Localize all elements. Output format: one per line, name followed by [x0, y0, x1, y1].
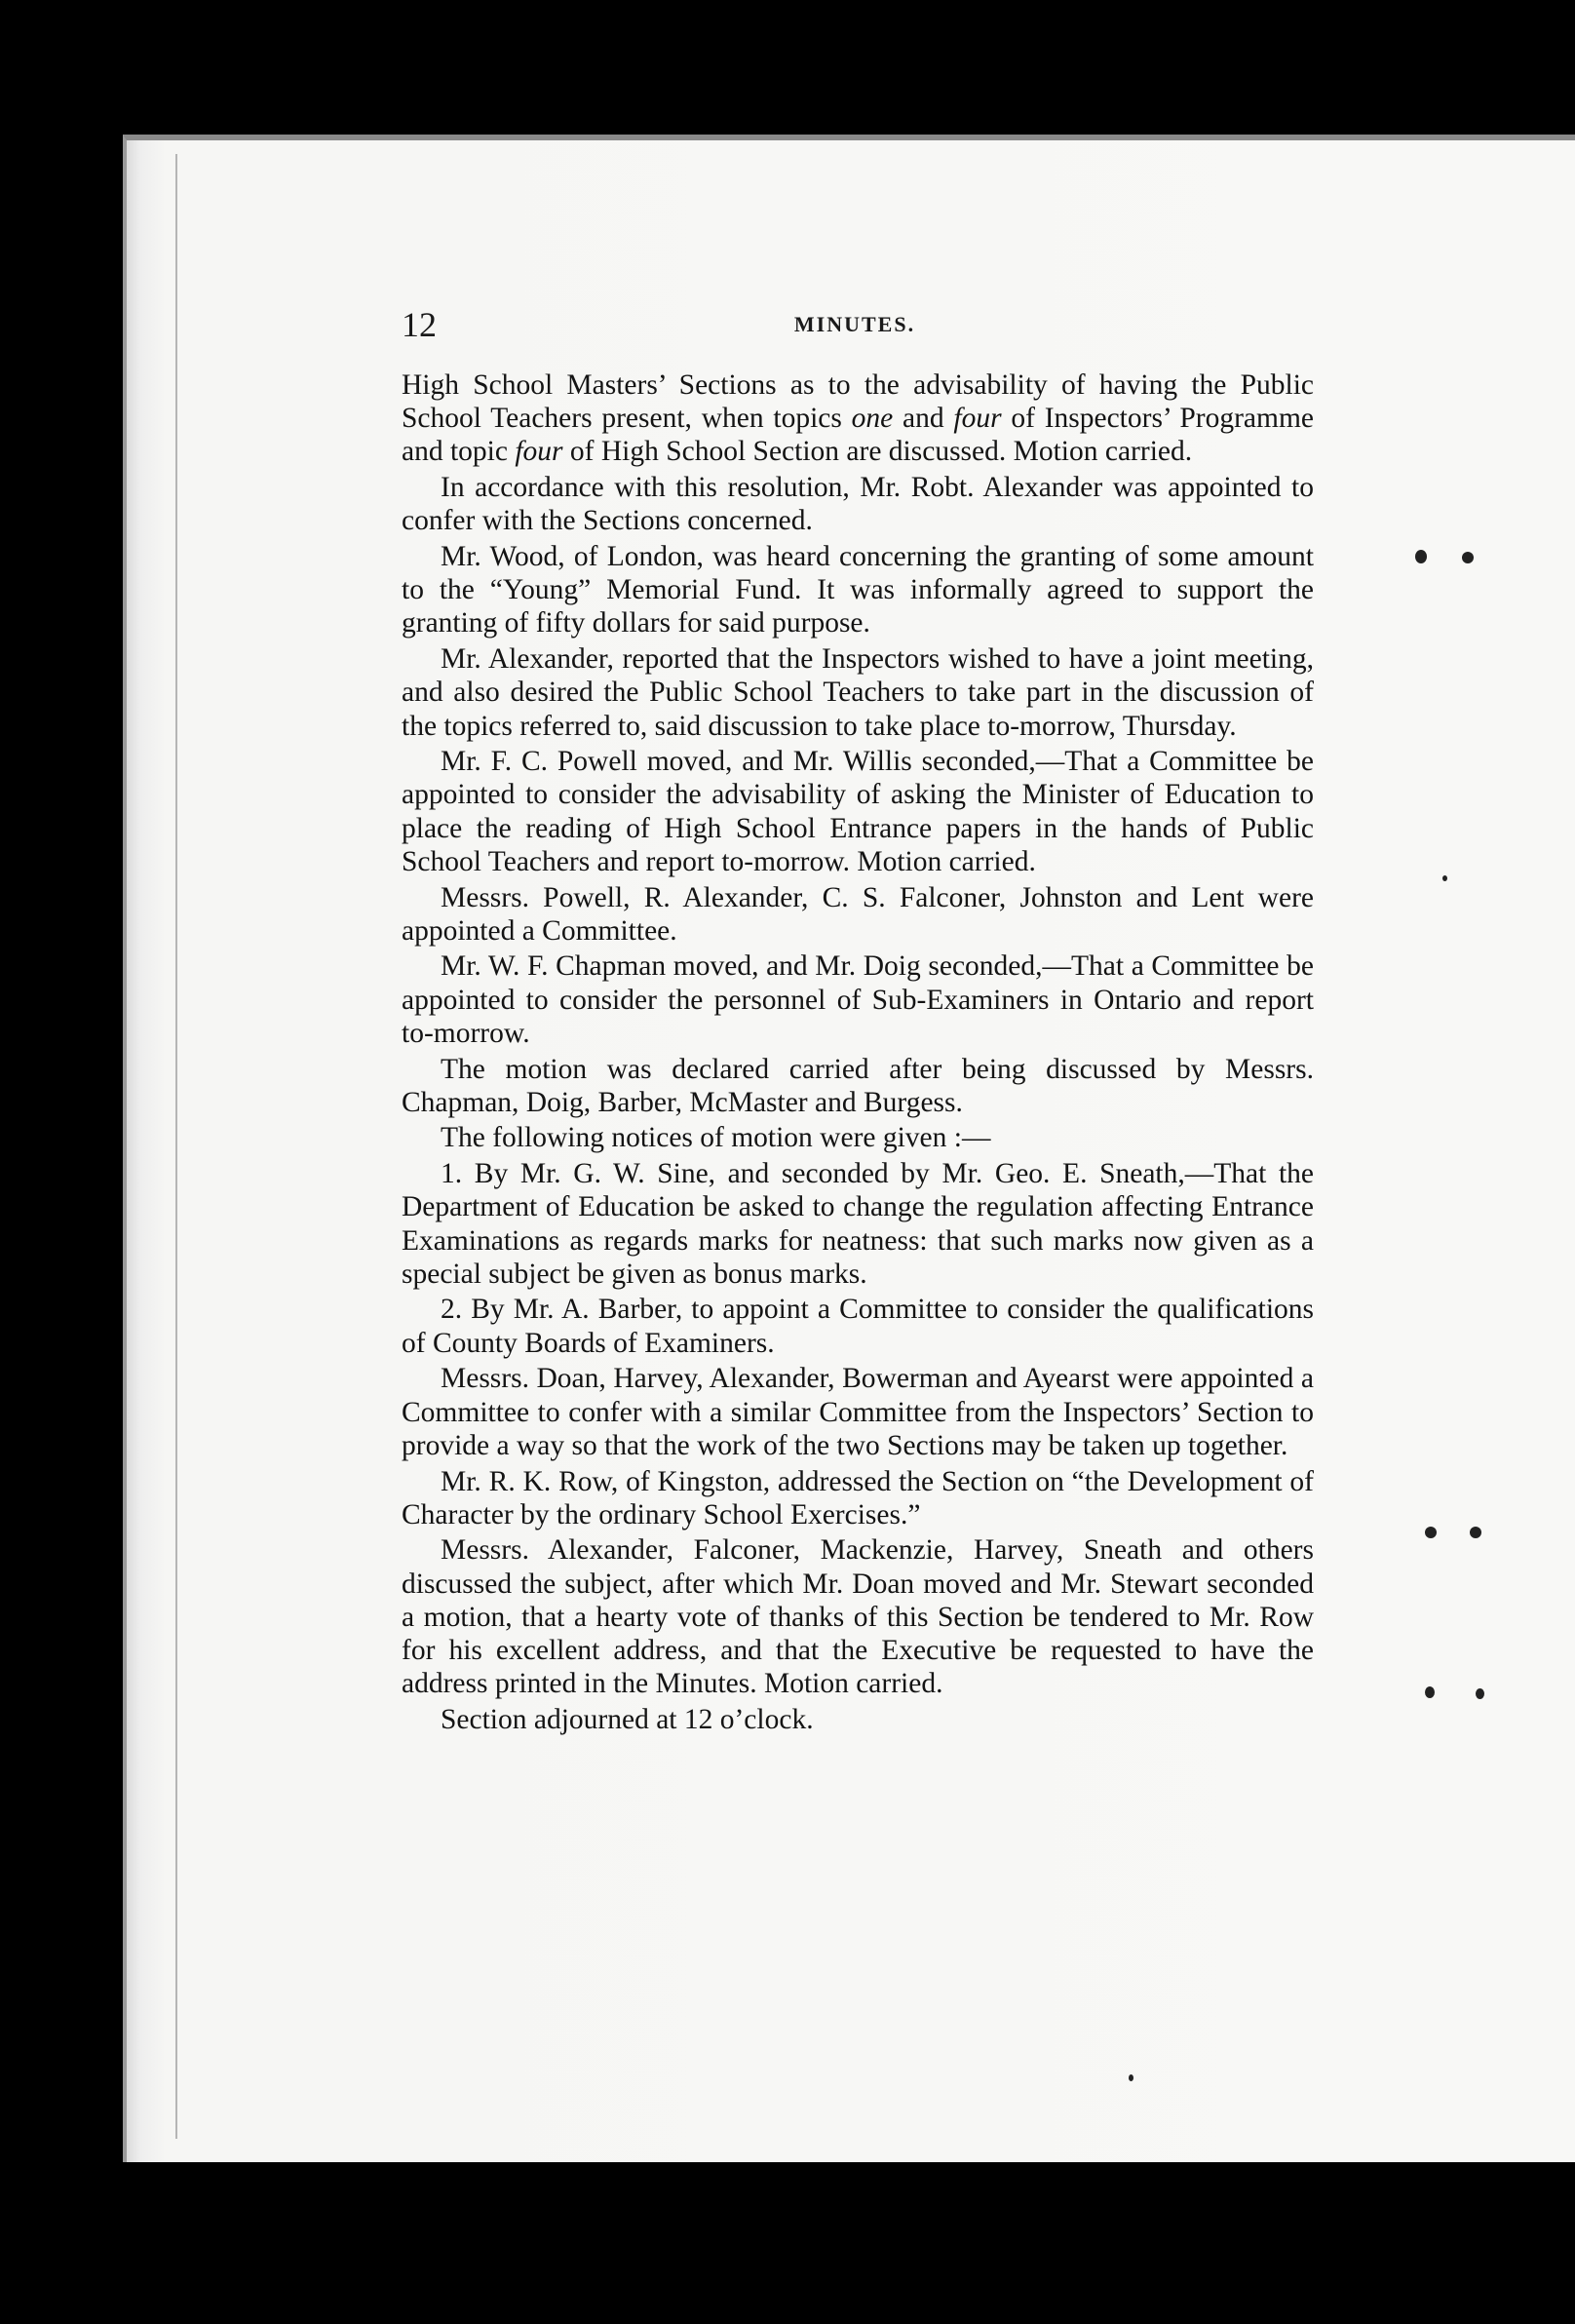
scan-artifact	[1129, 2074, 1133, 2081]
paragraph: The following notices of motion were given :—	[441, 1122, 991, 1154]
paragraph-text: of Inspectors’ Programme and topic	[402, 403, 1314, 468]
paragraph: Messrs. Alexander, Falconer, Mackenzie, Harvey, Sneath and others discussed the subject, after which Mr. Doan moved and Mr. Stewart seconded a motion, that a hearty vote of thanks of this Section be tendered to Mr. Row for his excellent address, and that the Executive be requested to have the address printed in the Minutes. Motion carried.	[402, 1534, 1314, 1700]
scan-artifact	[1476, 1688, 1484, 1699]
scan-artifact	[1462, 552, 1474, 563]
body-text	[402, 368, 1314, 1739]
paragraph-continued	[402, 368, 1314, 469]
paragraph: The motion was declared carried after being discussed by Messrs. Chapman, Doig, Barber, McMaster and Burgess.	[402, 1053, 1314, 1118]
paragraph: Mr. W. F. Chapman moved, and Mr. Doig seconded,—That a Committee be appointed to consider the personnel of Sub-Examiners in Ontario and report to-morrow.	[402, 950, 1314, 1049]
italic-word: four	[515, 436, 563, 468]
italic-word: four	[953, 403, 1002, 435]
paragraph-text: of High School Section are discussed. Motion carried.	[562, 436, 1193, 468]
paragraph: Messrs. Doan, Harvey, Alexander, Bowerman and Ayearst were appointed a Committee to confer with a similar Committee from the Inspectors’ Section to provide a way so that the work of the two Sections may be taken up together.	[402, 1363, 1314, 1461]
italic-word: one	[851, 403, 894, 435]
page-header	[402, 304, 1308, 353]
paragraph: Mr. Alexander, reported that the Inspectors wished to have a joint meeting, and also desired the Public School Teachers to take part in the discussion of the topics referred to, said discussion to take place to-morrow, Thursday.	[402, 643, 1314, 742]
paragraph-text: High School Masters’ Sections as to the advisability of having the Public School Teachers present, when topics	[402, 369, 1314, 435]
running-head: MINUTES.	[793, 312, 916, 336]
scan-artifact	[1442, 875, 1447, 881]
paragraph-text: and	[893, 403, 954, 435]
scan-artifact	[1470, 1527, 1481, 1538]
paragraph: In accordance with this resolution, Mr. Robt. Alexander was appointed to confer with the Sections concerned.	[402, 472, 1314, 537]
scan-artifact	[1415, 550, 1427, 563]
paragraph: Mr. F. C. Powell moved, and Mr. Willis seconded,—That a Committee be appointed to consider the advisability of asking the Minister of Education to place the reading of High School Entrance papers in the hands of Public School Teachers and report to-morrow. Motion carried.	[402, 746, 1314, 877]
paragraph: Messrs. Powell, R. Alexander, C. S. Falconer, Johnston and Lent were appointed a Committee.	[402, 881, 1314, 947]
scan-artifact	[1425, 1527, 1437, 1538]
page-binding-edge	[175, 154, 177, 2139]
paragraph: 2. By Mr. A. Barber, to appoint a Committee to consider the qualifications of County Boards of Examiners.	[402, 1294, 1314, 1359]
paragraph: 1. By Mr. G. W. Sine, and seconded by Mr. Geo. E. Sneath,—That the Department of Education be asked to change the regulation affecting Entrance Examinations as regards marks for neatness: that such marks now given as a special subject be given as bonus marks.	[402, 1158, 1314, 1290]
scan-artifact	[1425, 1686, 1435, 1698]
page-number: 12	[402, 305, 437, 344]
paragraph: Mr. Wood, of London, was heard concerning the granting of some amount to the “Young” Memorial Fund. It was informally agreed to support the granting of fifty dollars for said purpose.	[402, 541, 1314, 639]
paragraph: Mr. R. K. Row, of Kingston, addressed the Section on “the Development of Character by the ordinary School Exercises.”	[402, 1465, 1314, 1530]
paragraph: Section adjourned at 12 o’clock.	[441, 1703, 814, 1735]
